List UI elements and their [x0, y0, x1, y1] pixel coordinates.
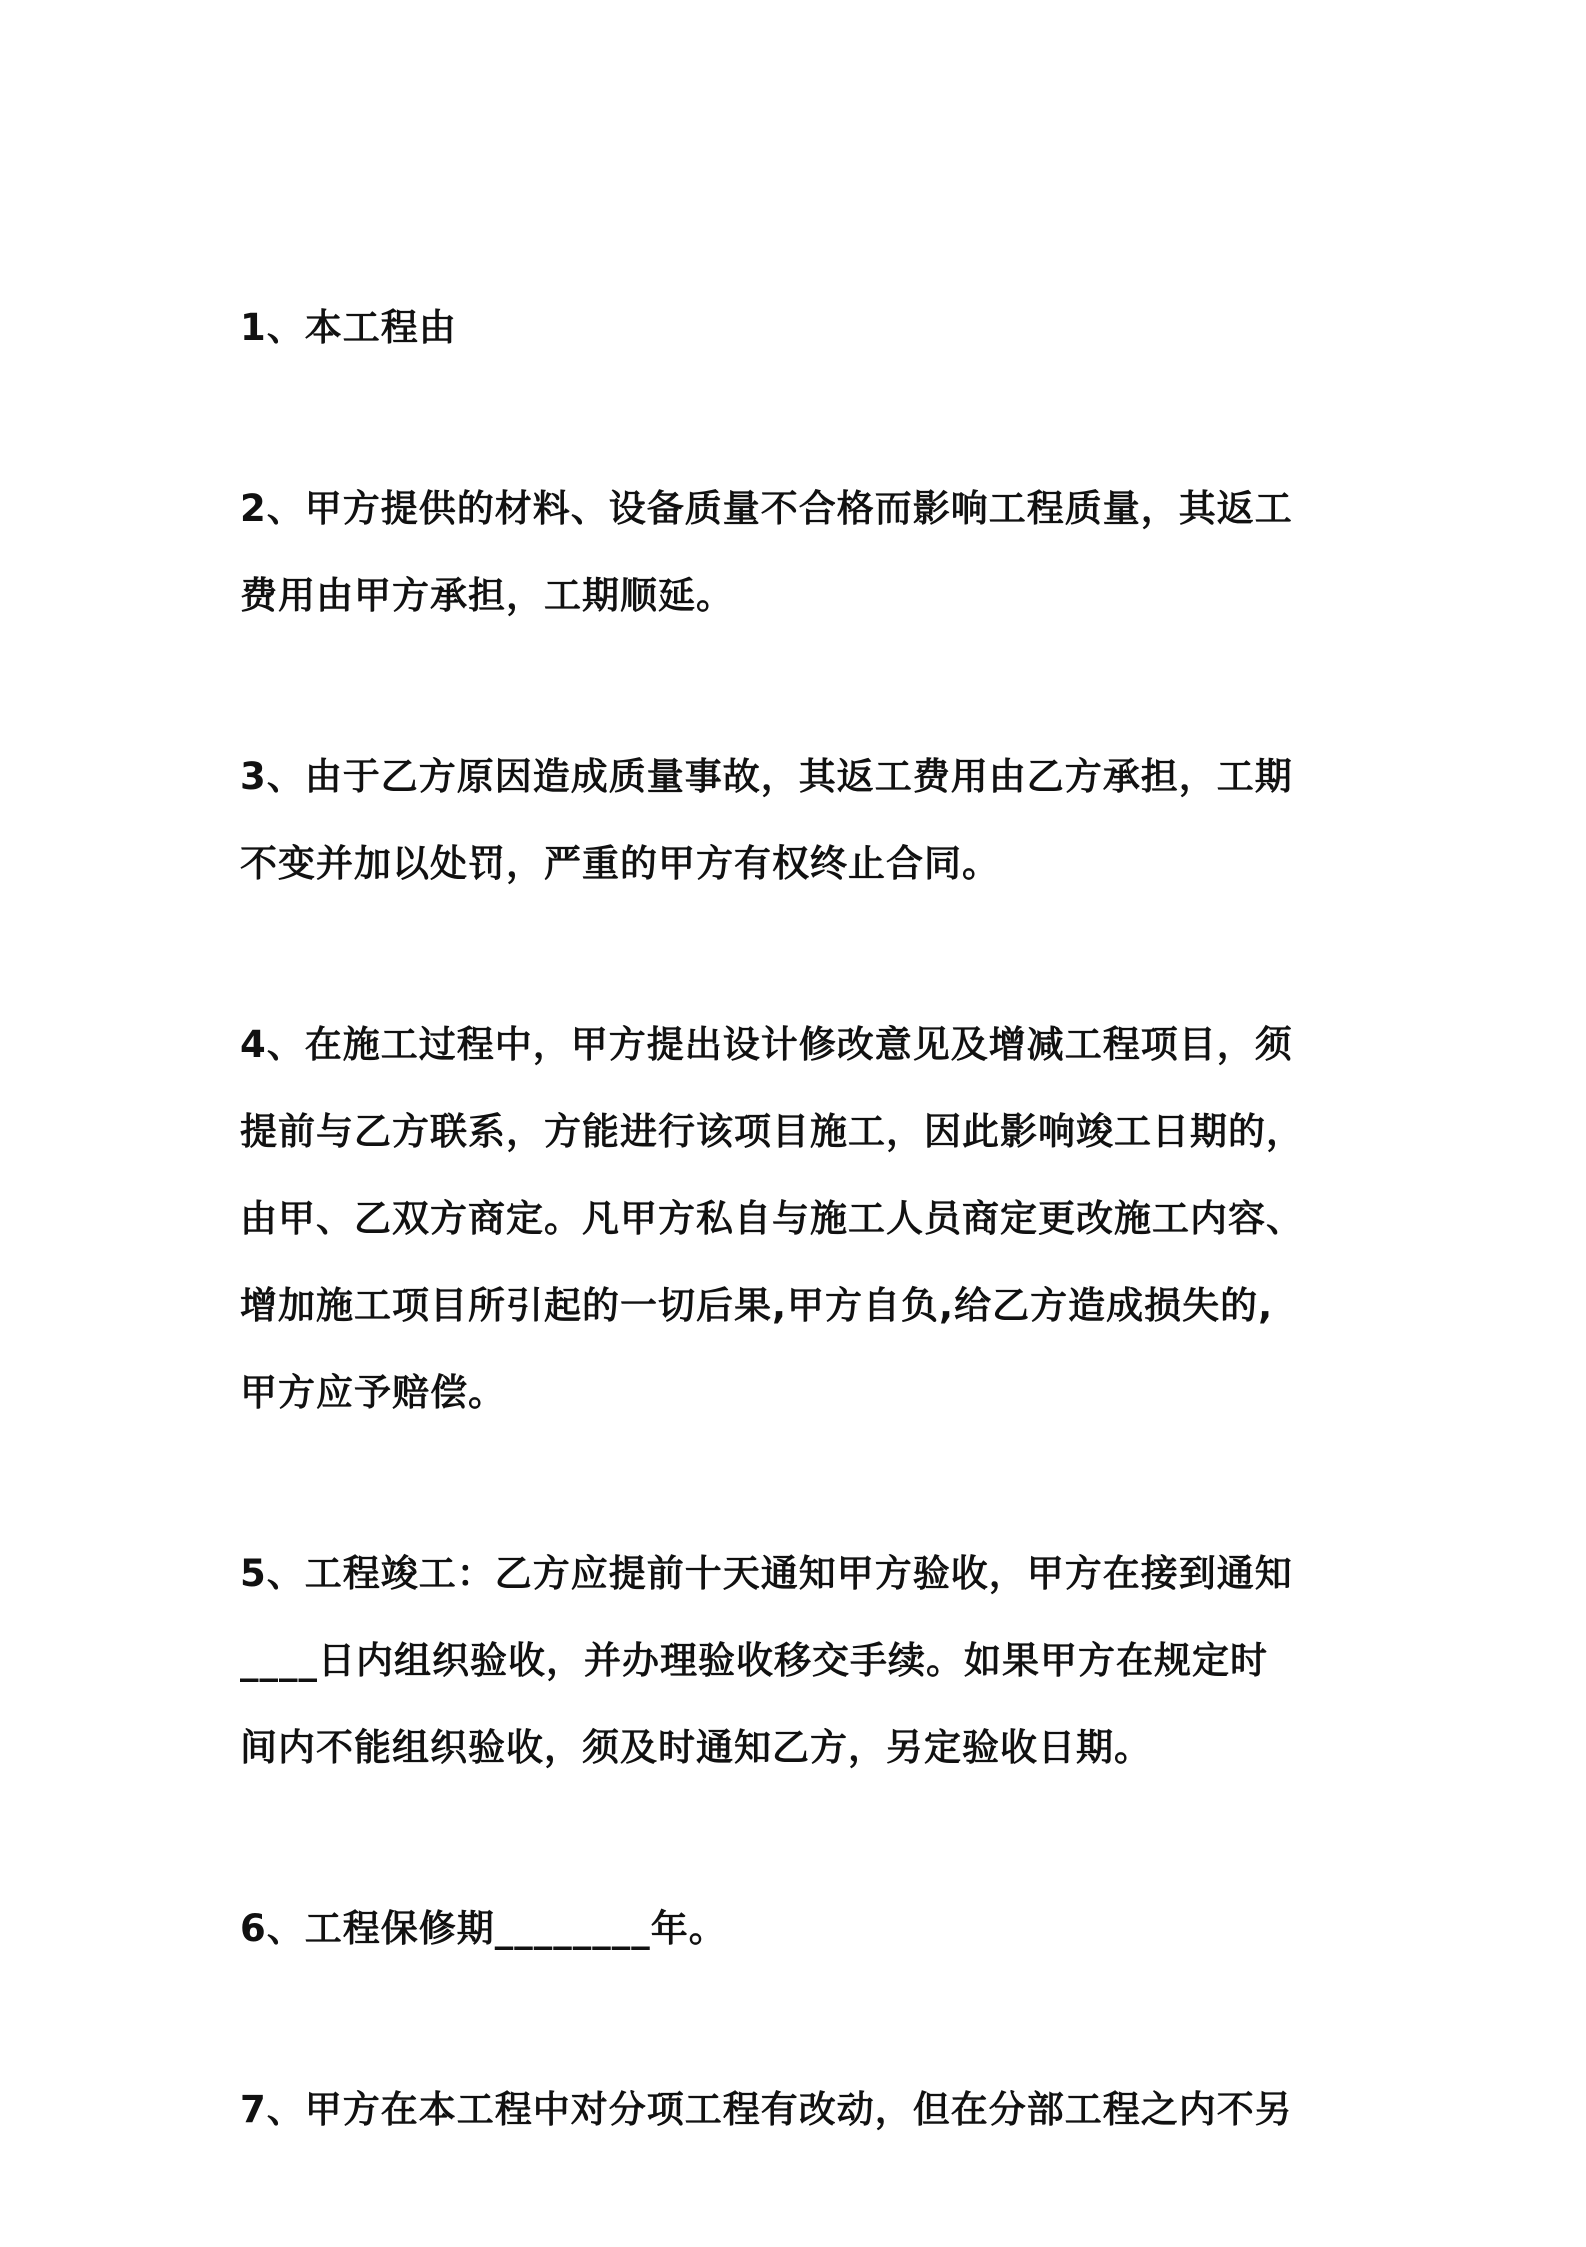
clause-line: 4、在施工过程中，甲方提出设计修改意见及增减工程项目，须 — [240, 1023, 1293, 1066]
clause-line: 不变并加以处罚，严重的甲方有权终止合同。 — [240, 842, 1000, 885]
contract-clauses — [240, 284, 1352, 2247]
clause-1 — [240, 284, 1352, 371]
clause-line: 6、工程保修期________年。 — [240, 1907, 727, 1950]
clause-6 — [240, 1885, 1352, 1972]
clause-line: 间内不能组织验收，须及时通知乙方，另定验收日期。 — [240, 1726, 1152, 1769]
clause-2 — [240, 465, 1352, 639]
clause-line: 7、甲方在本工程中对分项工程有改动，但在分部工程之内不另 — [240, 2088, 1293, 2131]
clause-line: 由甲、乙双方商定。凡甲方私自与施工人员商定更改施工内容、 — [240, 1197, 1304, 1240]
clause-5 — [240, 1530, 1352, 1791]
clause-line: 提前与乙方联系，方能进行该项目施工，因此影响竣工日期的， — [240, 1110, 1304, 1153]
clause-line: 2、甲方提供的材料、设备质量不合格而影响工程质量，其返工 — [240, 487, 1293, 530]
clause-7 — [240, 2066, 1352, 2153]
clause-line: ____日内组织验收，并办理验收移交手续。如果甲方在规定时 — [240, 1639, 1268, 1682]
clause-line: 5、工程竣工：乙方应提前十天通知甲方验收，甲方在接到通知 — [240, 1552, 1293, 1595]
clause-line: 增加施工项目所引起的一切后果,甲方自负,给乙方造成损失的, — [240, 1284, 1274, 1327]
clause-3 — [240, 733, 1352, 907]
clause-line: 费用由甲方承担，工期顺延。 — [240, 574, 734, 617]
clause-line: 1、本工程由 — [240, 306, 457, 349]
clause-line: 甲方应予赔偿。 — [240, 1371, 506, 1414]
clause-4 — [240, 1001, 1352, 1436]
clause-line: 3、由于乙方原因造成质量事故，其返工费用由乙方承担，工期 — [240, 755, 1293, 798]
